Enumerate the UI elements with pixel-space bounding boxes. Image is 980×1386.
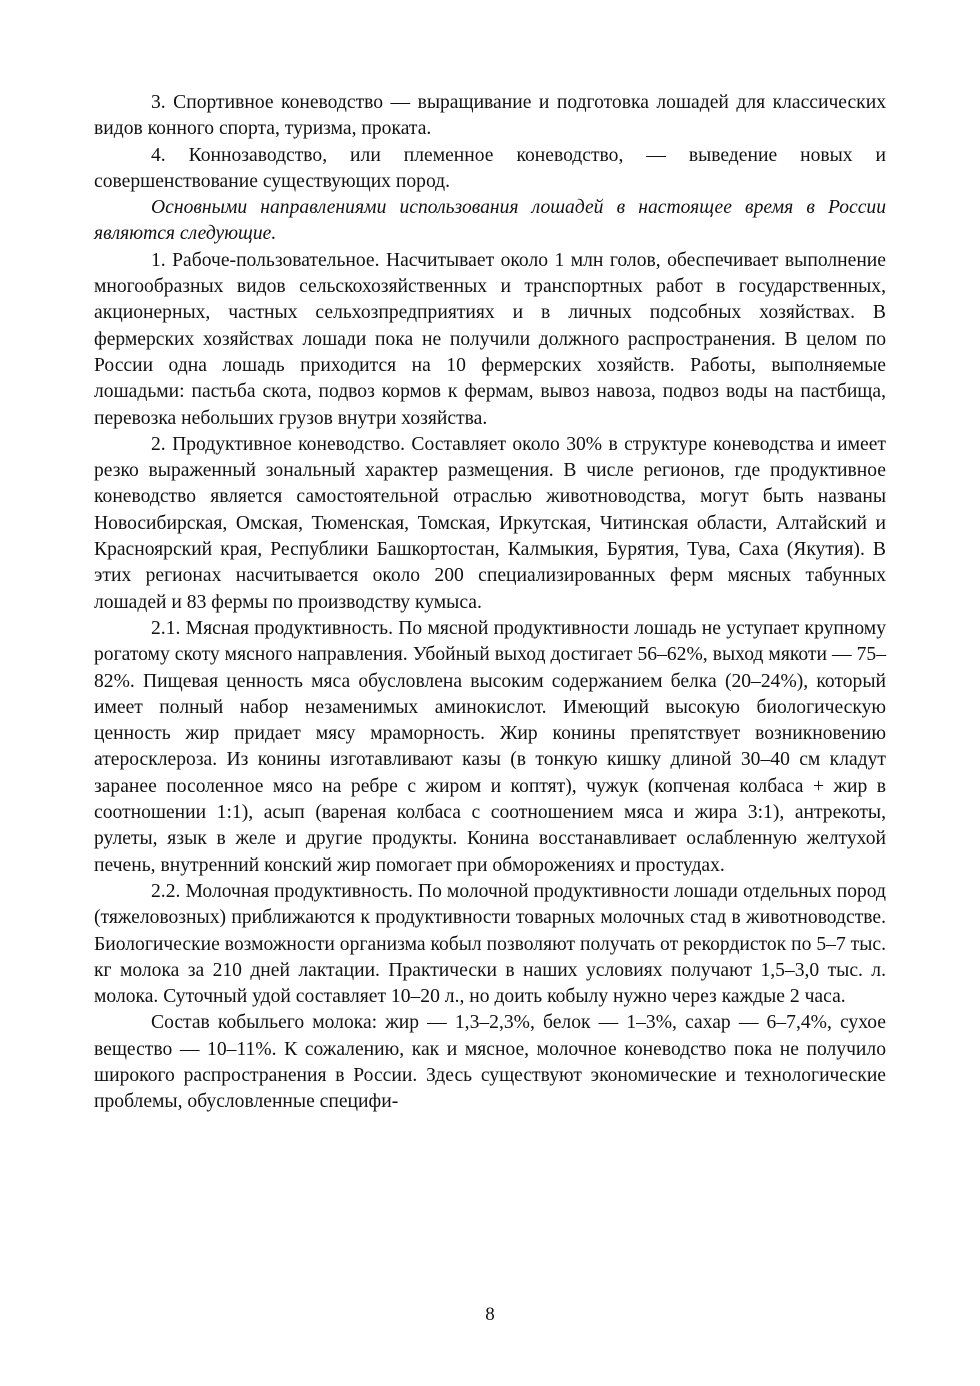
paragraph-stud-farming: 4. Коннозаводство, или племенное коневодство, — выведение новых и совершенствование существующих пород. xyxy=(94,144,886,192)
paragraph-sport-horse-breeding: 3. Спортивное коневодство — выращивание и подготовка лошадей для классических видов конного спорта, туризма, проката. xyxy=(94,92,886,140)
paragraph-main-directions: Основными направлениями использования лошадей в настоящее время в России являются следующие. xyxy=(94,197,886,245)
paragraph-mare-milk-composition: Состав кобыльего молока: жир — 1,3–2,3%, белок — 1–3%, сахар — 6–7,4%, сухое вещество — 10–11%. К сожалению, как и мясное, молочное коневодство пока не получило широкого распространения в России. Здесь существуют экономические и технологические проблемы, обусловленные специфи- xyxy=(94,1012,886,1113)
paragraph-working-horses: 1. Рабоче-пользовательное. Насчитывает около 1 млн голов, обеспечивает выполнение многообразных видов сельскохозяйственных и транспортных работ в государственных, акционерных, частных сельхозпредприятиях и в личных подсобных хозяйствах. В фермерских хозяйствах лошади пока не получили должного распространения. В целом по России одна лошадь приходится на 10 фермерских хозяйств. Работы, выполняемые лошадьми: пастьба скота, подвоз кормов к фермам, вывоз навоза, подвоз воды на пастбища, перевозка небольших грузов внутри хозяйства. xyxy=(94,249,886,429)
paragraph-meat-productivity: 2.1. Мясная продуктивность. По мясной продуктивности лошадь не уступает крупному рогатому скоту мясного направления. Убойный выход достигает 56–62%, выход мякоти — 75–82%. Пищевая ценность мяса обусловлена высоким содержанием белка (20–24%), который имеет полный набор незаменимых аминокислот. Имеющий высокую биологическую ценность жир придает мясу мраморность. Жир конины препятствует возникновению атеросклероза. Из конины изготавливают казы (в тонкую кишку длиной 30–40 см кладут заранее посоленное мясо на ребре с жиром и коптят), чужук (копченая колбаса + жир в соотношении 1:1), асып (вареная колбаса с соотношением мяса и жира 3:1), антрекоты, рулеты, язык в желе и другие продукты. Конина восстанавливает ослабленную желтухой печень, внутренний конский жир помогает при обморожениях и простудах. xyxy=(94,617,886,876)
paragraph-milk-productivity: 2.2. Молочная продуктивность. По молочной продуктивности лошади отдельных пород (тяжеловозных) приближаются к продуктивности товарных молочных стад в животноводстве. Биологические возможности организма кобыл позволяют получать от рекордисток по 5–7 тыс. кг молока за 210 дней лактации. Практически в наших условиях получают 1,5–3,0 тыс. л. молока. Суточный удой составляет 10–20 л., но доить кобылу нужно через каждые 2 часа. xyxy=(94,880,886,1008)
paragraph-productive-horse-breeding: 2. Продуктивное коневодство. Составляет около 30% в структуре коневодства и имеет резко выраженный зональный характер размещения. В числе регионов, где продуктивное коневодство является самостоятельной отраслью животноводства, могут быть названы Новосибирская, Омская, Тюменская, Томская, Иркутская, Читинская области, Алтайский и Красноярский края, Республики Башкортостан, Калмыкия, Бурятия, Тува, Саха (Якутия). В этих регионах насчитывается около 200 специализированных ферм мясных табунных лошадей и 83 фермы по производству кумыса. xyxy=(94,433,886,613)
page-number: 8 xyxy=(485,1304,495,1325)
page-body xyxy=(94,90,886,1116)
